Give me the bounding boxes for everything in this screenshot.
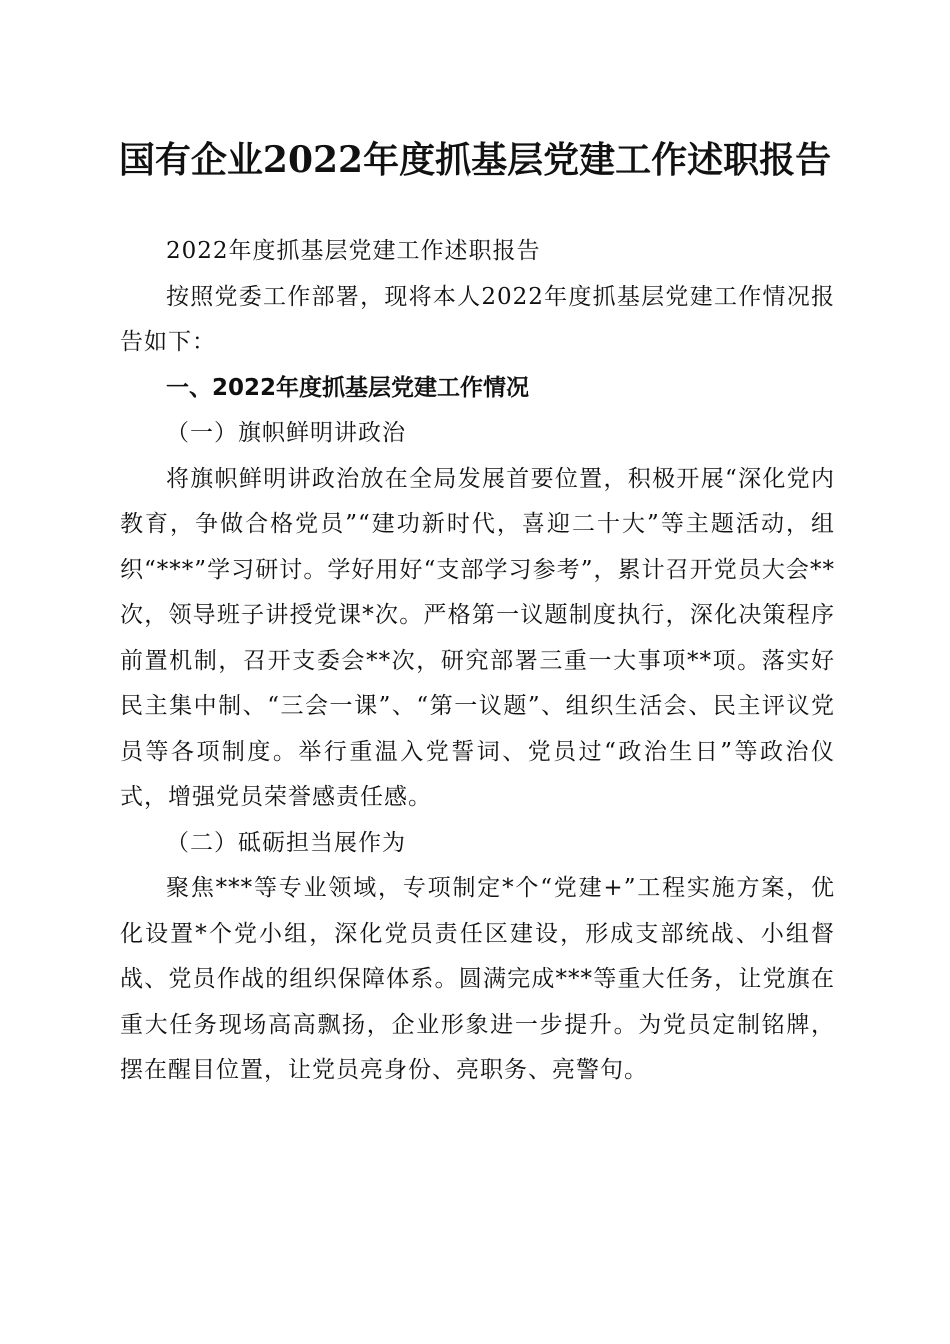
section-heading-1: 一、2022年度抓基层党建工作情况 (166, 374, 530, 401)
body-paragraph-1: 将旗帜鲜明讲政治放在全局发展首要位置，积极开展“深化党内教育，争做合格党员”“建功新时代，喜迎二十大”等主题活动，组织“***”学习研讨。学好用好“支部学习参考”，累计召开党员大会**次，领导班子讲授党课*次。严格第一议题制度执行，深化决策程序前置机制，召开支委会**次，研究部署三重一大事项**项。落实好民主集中制、“三会一课”、“第一议题”、组织生活会、民主评议党员等各项制度。举行重温入党誓词、党员过“政治生日”等政治仪式，增强党员荣誉感责任感。 (120, 465, 835, 810)
body-paragraph-2: 聚焦***等专业领域，专项制定*个“党建+”工程实施方案，优化设置*个党小组，深化党员责任区建设，形成支部统战、小组督战、党员作战的组织保障体系。圆满完成***等重大任务，让党旗在重大任务现场高高飘扬，企业形象进一步提升。为党员定制铭牌，摆在醒目位置，让党员亮身份、亮职务、亮警句。 (120, 875, 835, 1083)
document-body (120, 229, 835, 1094)
subsection-heading-1: （一）旗帜鲜明讲政治 (166, 420, 406, 446)
subtitle-paragraph: 2022年度抓基层党建工作述职报告 (166, 238, 541, 264)
intro-paragraph: 按照党委工作部署，现将本人2022年度抓基层党建工作情况报告如下： (120, 283, 835, 355)
document-title: 国有企业2022年度抓基层党建工作述职报告 (118, 139, 832, 181)
subsection-heading-2: （二）砥砺担当展作为 (166, 829, 406, 856)
